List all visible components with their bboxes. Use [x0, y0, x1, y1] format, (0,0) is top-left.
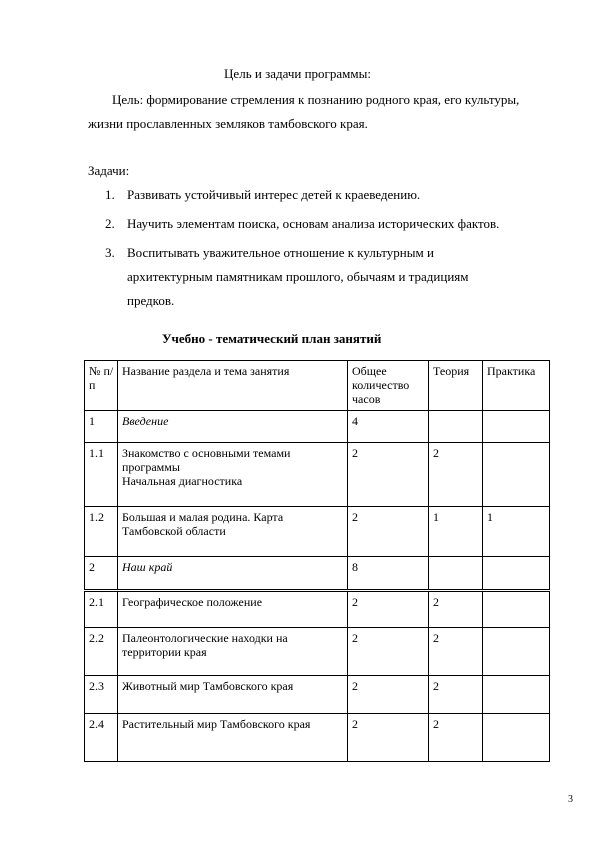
table-header-row	[85, 361, 550, 411]
cell-practice	[483, 443, 550, 507]
table-row	[85, 628, 550, 676]
task-item	[105, 245, 545, 313]
table-row	[85, 676, 550, 714]
task-text: Воспитывать уважительное отношение к культурным и архитектурным памятникам прошлого, обычаям и традициям предков.	[127, 245, 469, 308]
cell-theory: 2	[429, 676, 483, 714]
cell-name-line-1: Знакомство с основными темами программы	[122, 446, 291, 474]
cell-theory: 2	[429, 714, 483, 762]
cell-practice	[483, 591, 550, 628]
tasks-list	[105, 187, 545, 322]
cell-name: Палеонтологические находки на территории края	[118, 628, 348, 676]
task-number: 3.	[105, 245, 115, 260]
cell-total: 8	[348, 557, 429, 591]
cell-theory: 1	[429, 507, 483, 557]
header-name: Название раздела и тема занятия	[118, 361, 348, 411]
cell-practice	[483, 714, 550, 762]
cell-theory: 2	[429, 591, 483, 628]
table-row	[85, 591, 550, 628]
cell-practice	[483, 557, 550, 591]
goal-line-1: Цель: формирование стремления к познанию родного края, его культуры,	[112, 92, 520, 107]
cell-total: 2	[348, 676, 429, 714]
cell-num: 1	[85, 411, 118, 443]
cell-theory: 2	[429, 443, 483, 507]
page-number: 3	[568, 794, 573, 805]
task-item	[105, 216, 545, 236]
task-text: Развивать устойчивый интерес детей к краеведению.	[127, 187, 421, 202]
header-num: № п/п	[85, 361, 118, 411]
header-total: Общее количество часов	[348, 361, 429, 411]
table-row	[85, 443, 550, 507]
plan-table	[84, 360, 550, 762]
cell-theory	[429, 557, 483, 591]
cell-total: 4	[348, 411, 429, 443]
cell-practice: 1	[483, 507, 550, 557]
cell-total: 2	[348, 507, 429, 557]
cell-num: 1.2	[85, 507, 118, 557]
plan-title: Учебно - тематический план занятий	[162, 331, 382, 346]
cell-num: 2	[85, 557, 118, 591]
cell-practice	[483, 676, 550, 714]
cell-name: Наш край	[118, 557, 348, 591]
cell-num: 2.4	[85, 714, 118, 762]
task-item	[105, 187, 545, 207]
cell-name: Большая и малая родина. Карта Тамбовской области	[118, 507, 348, 557]
cell-practice	[483, 411, 550, 443]
table-row	[85, 714, 550, 762]
table-row	[85, 411, 550, 443]
cell-num: 2.3	[85, 676, 118, 714]
cell-name: Растительный мир Тамбовского края	[118, 714, 348, 762]
cell-total: 2	[348, 628, 429, 676]
cell-total: 2	[348, 591, 429, 628]
cell-total: 2	[348, 714, 429, 762]
cell-name: Животный мир Тамбовского края	[118, 676, 348, 714]
task-text: Научить элементам поиска, основам анализа исторических фактов.	[127, 216, 500, 231]
cell-name: Введение	[118, 411, 348, 443]
tasks-title: Задачи:	[88, 163, 130, 178]
cell-theory: 2	[429, 628, 483, 676]
cell-name	[118, 443, 348, 507]
cell-total: 2	[348, 443, 429, 507]
task-number: 2.	[105, 216, 115, 231]
cell-num: 2.2	[85, 628, 118, 676]
table-row	[85, 557, 550, 591]
task-number: 1.	[105, 187, 115, 202]
goal-line-2: жизни прославленных земляков тамбовского края.	[88, 116, 368, 131]
cell-num: 1.1	[85, 443, 118, 507]
table-row	[85, 507, 550, 557]
header-practice: Практика	[483, 361, 550, 411]
cell-name-line-2: Начальная диагностика	[122, 474, 243, 488]
section-heading: Цель и задачи программы:	[224, 66, 371, 81]
cell-theory	[429, 411, 483, 443]
cell-num: 2.1	[85, 591, 118, 628]
cell-practice	[483, 628, 550, 676]
header-theory: Теория	[429, 361, 483, 411]
cell-name: Географическое положение	[118, 591, 348, 628]
